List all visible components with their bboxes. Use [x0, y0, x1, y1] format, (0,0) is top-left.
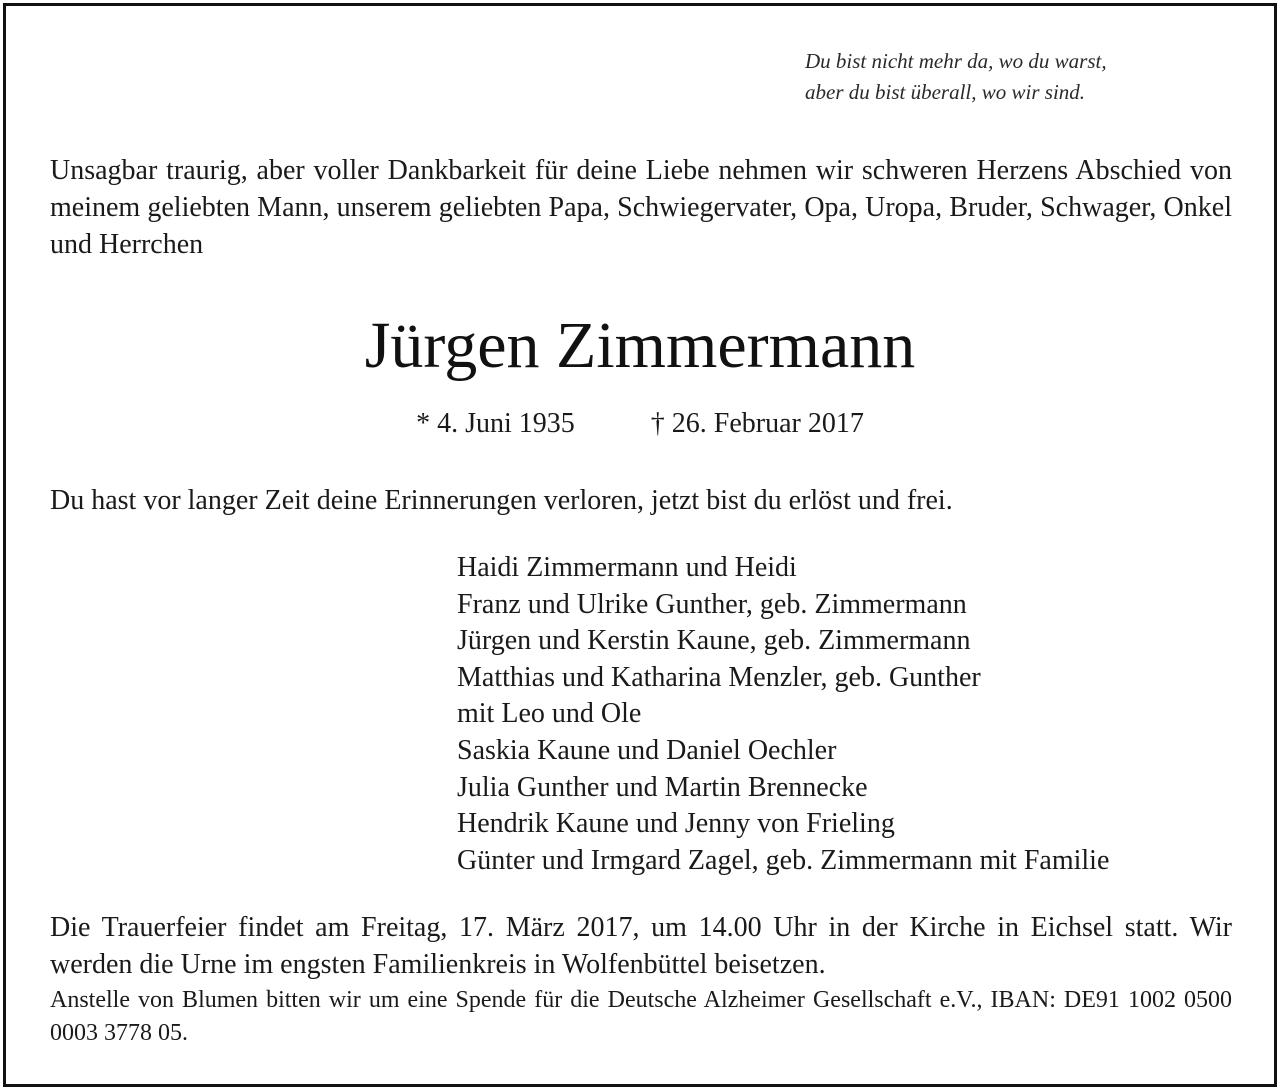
- death-date: † 26. Februar 2017: [650, 408, 864, 439]
- life-dates: [0, 406, 1280, 442]
- farewell-line: Du hast vor langer Zeit deine Erinnerungen verloren, jetzt bist du erlöst und frei.: [50, 485, 953, 516]
- intro-text: Unsagbar traurig, aber voller Dankbarkeit für deine Liebe nehmen wir schweren Herzens Abschied von meinem geliebten Mann, unserem geliebten Papa, Schwiegervater, Opa, Uropa, Bruder, Schwager, Onkel und Herrchen: [50, 155, 1232, 260]
- motto-line-2: aber du bist überall, wo wir sind.: [805, 80, 1086, 104]
- deceased-name: Jürgen Zimmermann: [364, 309, 916, 382]
- ceremony-text: Die Trauerfeier findet am Freitag, 17. März 2017, um 14.00 Uhr in der Kirche in Eichsel statt. Wir werden die Urne im engsten Familienkreis in Wolfenbüttel beisetzen.: [50, 912, 1232, 980]
- donation-note: Anstelle von Blumen bitten wir um eine Spende für die Deutsche Alzheimer Gesellschaft e.V., IBAN: DE91 1002 0500 0003 3778 05.: [50, 987, 1232, 1046]
- mourner-item: Franz und Ulrike Gunther, geb. Zimmermann: [457, 588, 967, 620]
- mourner-item: Haidi Zimmermann und Heidi: [457, 552, 797, 583]
- mourner-item: Günter und Irmgard Zagel, geb. Zimmermann mit Familie: [457, 844, 1110, 876]
- mourner-item: Hendrik Kaune und Jenny von Frieling: [457, 808, 895, 840]
- motto-quote: [805, 46, 1107, 108]
- mourner-item: mit Leo und Ole: [457, 698, 642, 730]
- mourner-item: Jürgen und Kerstin Kaune, geb. Zimmermann: [457, 625, 971, 657]
- mourner-item: Julia Gunther und Martin Brennecke: [457, 771, 868, 803]
- motto-line-1: Du bist nicht mehr da, wo du warst,: [805, 49, 1107, 73]
- birth-date: * 4. Juni 1935: [416, 408, 575, 439]
- mourner-item: Saskia Kaune und Daniel Oechler: [457, 734, 837, 766]
- mourners-list: [457, 550, 1109, 879]
- mourner-item: Matthias und Katharina Menzler, geb. Gunther: [457, 661, 981, 693]
